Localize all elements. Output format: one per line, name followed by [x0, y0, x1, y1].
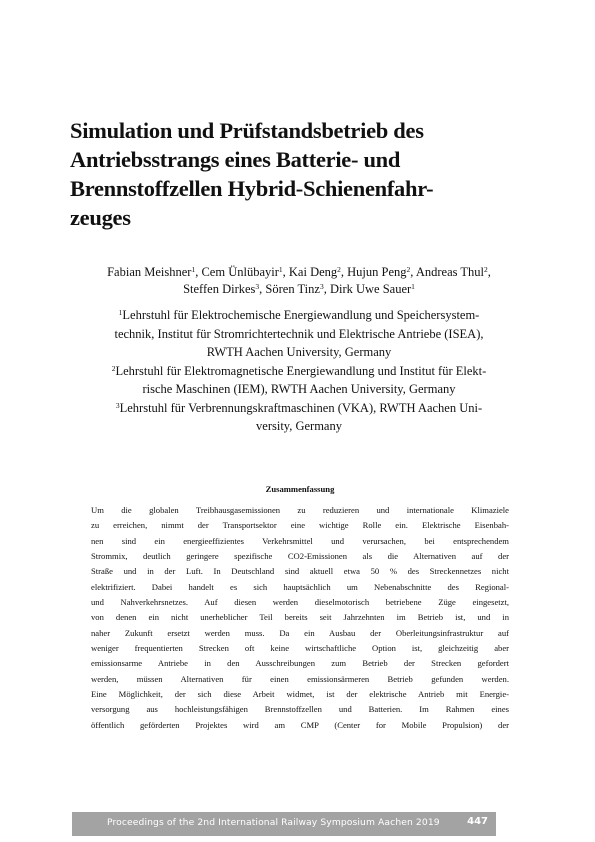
- title-line: Antriebsstrangs eines Batterie- und: [70, 147, 401, 172]
- abstract-line: elektrifiziert. Dabei handelt es sich hauptsächlich um Nebenabschnitte des Regional-: [91, 581, 509, 592]
- author-separator: ,: [487, 265, 491, 279]
- author-name: Sören Tinz: [265, 282, 320, 296]
- abstract-line: weniger frequentierten Strecken oft keine wirtschaftliche Option ist, gleichzeitig aber: [91, 643, 509, 654]
- abstract-line: naher Zukunft ersetzt werden muss. Da ein Ausbau der Oberleitungsinfrastruktur auf: [91, 627, 509, 638]
- affiliation-text: Lehrstuhl für Elektrochemische Energiewandlung und Speichersystem-: [122, 308, 480, 322]
- abstract-line: versorgung aus hochleistungsfähigen Brennstoffzellen und Batterien. Im Rahmen eines: [91, 704, 509, 715]
- author-affiliation-mark: 3: [319, 282, 324, 291]
- affiliation-line: RWTH Aachen University, Germany: [206, 345, 392, 359]
- affiliation-text: Lehrstuhl für Verbrennungskraftmaschinen (VKA), RWTH Aachen Uni-: [119, 400, 483, 415]
- author-name: Kai Deng: [288, 265, 338, 279]
- author-name: Hujun Peng: [347, 265, 407, 279]
- author-affiliation-mark: 1: [191, 265, 196, 274]
- abstract-line: öffentlich geförderten Projektes wird am CMP (Center for Mobile Propulsion) der: [91, 719, 509, 730]
- affiliation-number: 2: [111, 363, 116, 373]
- proceedings-footer-text: Proceedings of the 2nd International Railway Symposium Aachen 2019: [107, 817, 440, 828]
- author-name: Cem Ünlübayir: [201, 265, 279, 279]
- abstract-line: Strommix, deutlich geringere spezifische CO2-Emissionen als die Alternativen auf der: [91, 551, 509, 562]
- author-separator: ,: [323, 282, 330, 296]
- author-separator: ,: [410, 265, 416, 279]
- page-number: 447: [467, 816, 488, 827]
- affiliation-line: technik, Institut für Stromrichtertechnik und Elektrische Antriebe (ISEA),: [114, 326, 484, 341]
- affiliation-line: [72, 399, 526, 418]
- affiliation-number: 1: [118, 308, 123, 317]
- author-affiliation-mark: 2: [406, 265, 411, 274]
- title-line: Simulation und Prüfstandsbetrieb des: [70, 118, 424, 143]
- affiliation-list: [72, 306, 526, 436]
- title-line: Brennstoffzellen Hybrid-Schienenfahr-: [70, 176, 434, 201]
- paper-title: [70, 116, 520, 232]
- affiliation-line: versity, Germany: [256, 419, 342, 433]
- abstract-line: Straße und in der Luft. In Deutschland sind aktuell etwa 50 % des Streckennetzes nicht: [91, 566, 509, 577]
- affiliation-text: Lehrstuhl für Elektromagnetische Energiewandlung und Institut für Elekt-: [115, 363, 487, 378]
- author-name: Dirk Uwe Sauer: [329, 282, 412, 296]
- abstract-line: Um die globalen Treibhausgasemissionen zu reduzieren und internationale Klimaziele: [91, 505, 509, 515]
- affiliation-line: rische Maschinen (IEM), RWTH Aachen University, Germany: [142, 382, 456, 396]
- author-list: [72, 264, 526, 298]
- abstract-line: von denen ein nicht unerheblicher Teil bereits seit Jahrzehnten im Betrieb ist, und in: [91, 612, 509, 623]
- author-affiliation-mark: 1: [411, 282, 415, 291]
- author-separator: ,: [282, 265, 289, 279]
- author-name: Andreas Thul: [415, 265, 484, 279]
- author-line: [72, 264, 526, 281]
- affiliation-line: [72, 362, 526, 381]
- author-affiliation-mark: 1: [278, 265, 283, 274]
- title-line: zeuges: [70, 205, 131, 230]
- author-affiliation-mark: 2: [484, 265, 488, 274]
- abstract-line: werden, müssen Alternativen für einen emissionsärmeren Betrieb gefunden werden.: [91, 673, 509, 684]
- abstract-line: emissionsarme Antriebe in den Ausschreibungen zum Betrieb der Strecken gefordert: [91, 658, 509, 669]
- author-separator: ,: [340, 265, 348, 279]
- author-separator: ,: [259, 282, 266, 296]
- abstract-line: zu erreichen, nimmt der Transportsektor eine wichtige Rolle ein. Elektrische Eisenbah-: [91, 520, 509, 531]
- proceedings-footer-bar: [72, 812, 496, 836]
- abstract-body: [91, 503, 509, 733]
- author-affiliation-mark: 3: [255, 282, 260, 291]
- author-affiliation-mark: 2: [337, 265, 341, 274]
- abstract-line: Eine Möglichkeit, der sich diese Arbeit widmet, ist der elektrische Antrieb mit Energie-: [91, 689, 509, 700]
- abstract-heading: Zusammenfassung: [265, 484, 335, 494]
- abstract-line: nen sind ein energieeffizientes Verkehrsmittel und verursachen, bei entsprechendem: [91, 535, 509, 546]
- abstract-line: und Nahverkehrsnetzes. Auf diesen werden dieselmotorisch betriebene Züge eingesetzt,: [91, 597, 509, 608]
- affiliation-number: 3: [115, 400, 120, 410]
- author-name: Fabian Meishner: [107, 265, 192, 279]
- author-separator: ,: [195, 265, 202, 279]
- affiliation-line: [72, 306, 526, 325]
- author-line: [72, 281, 526, 298]
- author-name: Steffen Dirkes: [183, 282, 256, 296]
